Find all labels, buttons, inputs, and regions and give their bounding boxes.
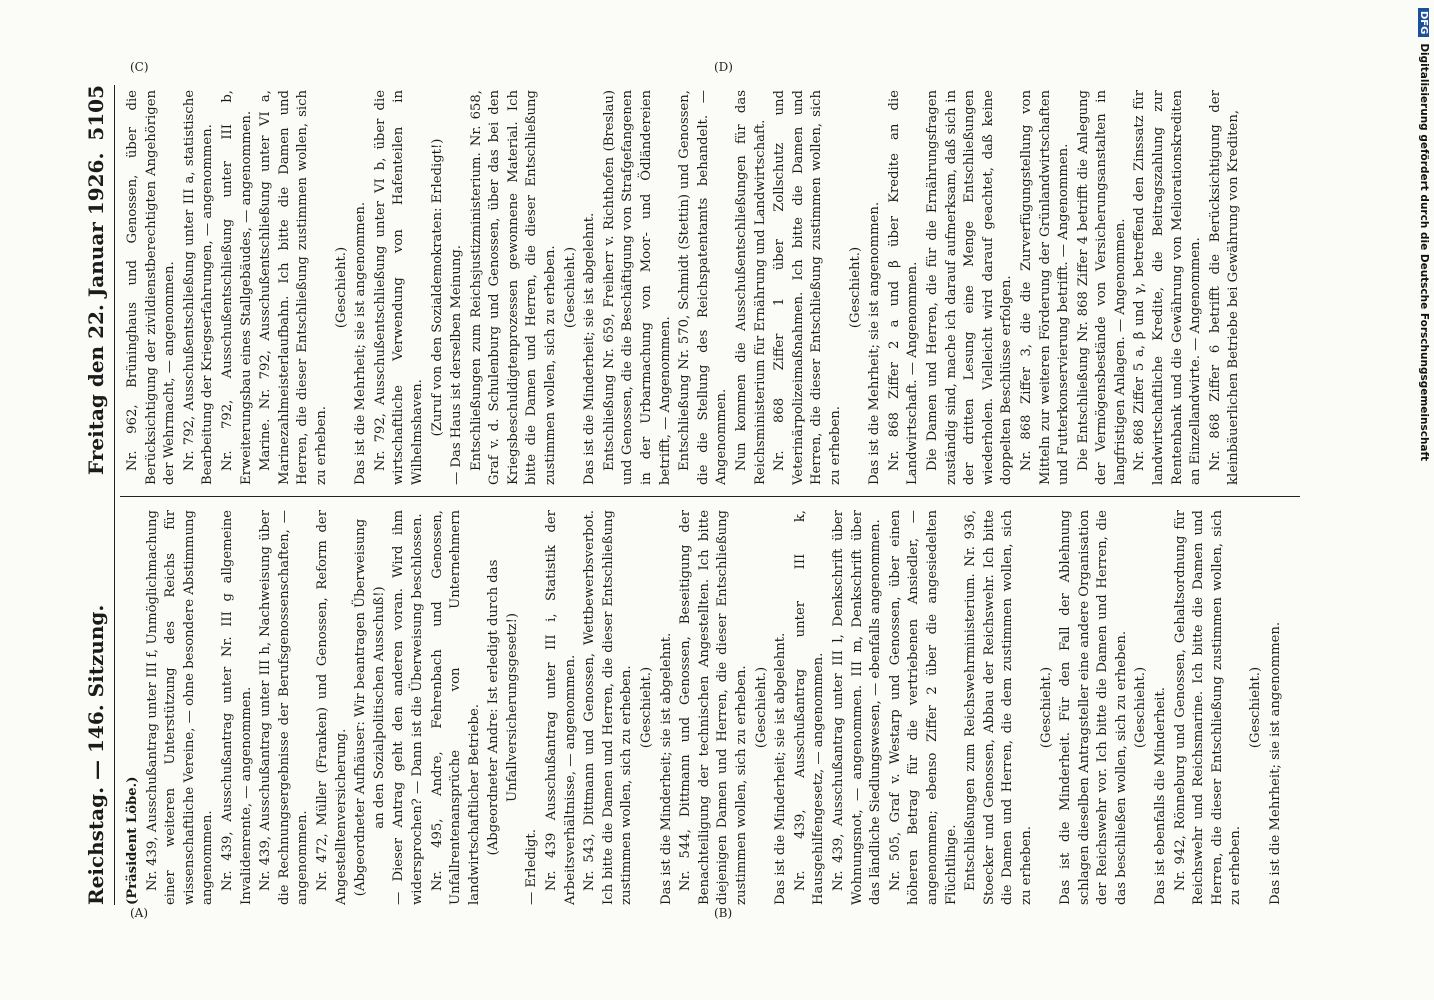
margin-mark-c: (C): [130, 60, 149, 74]
paragraph: Nr. 439, Ausschußantrag unter III h, Nachweisung über die Rechnungsergebnisse der Berufsgenossenschaften, — angenommen.: [258, 510, 311, 905]
paragraph: Die Entschließung Nr. 868 Ziffer 4 betrifft die Anlegung der Vermögensbestände von Versicherungsanstalten in langfristigen Anlagen. — Angenommen.: [1075, 90, 1128, 485]
paragraph: Die Damen und Herren, die für die Ernährungsfragen zuständig sind, mache ich darauf aufmerksam, daß sich in der dritten Lesung eine Menge Entschließungen wiederholen. Vielleicht wird darauf geachtet, daß keine doppelten Beschlüsse erfolgen.: [924, 90, 1015, 485]
paragraph: — Erledigt.: [524, 829, 540, 905]
paragraph: Nr. 543, Dittmann und Genossen, Wettbewerbsverbot. Ich bitte die Damen und Herren, die dieser Entschließung zustimmen wollen, sich zu erheben.: [582, 510, 635, 905]
paragraph: Nr. 962, Brüninghaus und Genossen, über die Berücksichtigung der zivildienstberechtigten Angehörigen der Wehrmacht, — angenommen.: [125, 90, 178, 485]
stage-direction: (Geschieht.): [847, 246, 863, 329]
margin-mark-a: (A): [130, 906, 149, 920]
paragraph: Nr. 439, Ausschußantrag unter III f, Unmöglichmachung einer weiteren Unterstützung des Reichs für wissenschaftliche Vereine, — ohne besondere Abstimmung angenommen.: [144, 510, 216, 905]
paragraph: Nr. 495, Andre, Fehrenbach und Genossen, Unfallrentenansprüche von Unternehmern landwirtschaftlicher Betriebe.: [429, 510, 482, 905]
paragraph: Nr. 439, Ausschußantrag unter III l, Denkschrift über Wohnungsnot, — angenommen. III m, Denkschrift über das ländliche Siedlungswesen, — ebenfalls angenommen.: [830, 510, 884, 905]
paragraph: Nr. 868 Ziffer 6 betrifft die Berücksichtigung der kleinbäuerlichen Betriebe bei Gewährung von Krediten,: [1207, 90, 1242, 485]
stage-direction: (Geschieht.): [1038, 666, 1054, 749]
paragraph: Entschließung Nr. 659, Freiherr v. Richthofen (Breslau) und Genossen, die die Beschäftigung von Strafgefangenen in der Urbarmachung von Moor- und Ödländereien betrifft, — Angenommen.: [601, 90, 673, 485]
header-rule: [114, 85, 115, 905]
paragraph: Nr. 792, Ausschußentschließung unter III a, statistische Bearbeitung der Kriegserfahrungen, — angenommen.: [181, 90, 216, 485]
stage-direction: (Geschieht.): [639, 666, 655, 749]
paragraph: Entschließungen zum Reichswehrministerium. Nr. 936, Stoecker und Genossen, Abbau der Reichswehr. Ich bitte die Damen und Herren, die dem zustimmen wollen, sich zu erheben.: [963, 510, 1034, 905]
paragraph: Entschließungen zum Reichsjustizministerium. Nr. 658, Graf v. d. Schulenburg und Genossen, über das bei den Kriegsbeschuldigtenprozessen gewonnene Material. Ich bitte die Damen und Herren, die dieser Entschließung zustimmen wollen, sich zu erheben.: [468, 90, 559, 485]
paragraph: Nr. 868 Ziffer 3, die die Zurverfügungstellung von Mitteln zur weiteren Förderung der Grünlandwirtschaften und Futterkonservierung betrifft. — Angenommen.: [1018, 90, 1072, 485]
paragraph: Das ist ebenfalls die Minderheit.: [1153, 687, 1169, 905]
paragraph: Das ist die Minderheit; sie ist abgelehnt.: [773, 632, 789, 905]
paragraph: Nr. 439, Ausschußantrag unter III k, Hausgehilfengesetz, — angenommen.: [792, 510, 827, 905]
paragraph: — Dieser Antrag geht den anderen voran. Wird ihm widersprochen? — Dann ist die Überweisung beschlossen.: [391, 510, 425, 905]
dfg-logo: DFG: [1418, 8, 1429, 37]
paragraph: Entschließung Nr. 570, Schmidt (Stettin) und Genossen, die die Stellung des Reichspatentamts behandelt. — Angenommen.: [677, 90, 730, 485]
page-header: [80, 85, 114, 905]
paragraph: Nr. 472, Müller (Franken) und Genossen, Reform der Angestelltenversicherung.: [314, 510, 349, 905]
text-column-right: [124, 90, 1314, 485]
paragraph: Nr. 942, Rönneburg und Genossen, Gehaltsordnung für Reichswehr und Reichsmarine. Ich bitte die Damen und Herren, die dieser Entschließung zustimmen wollen, sich zu erheben.: [1172, 510, 1244, 905]
paragraph: Nr. 792, Ausschußentschließung unter III b, Erweiterungsbau eines Stallgebäudes, — angenommen.: [219, 90, 254, 485]
paragraph: Nr. 505, Graf v. Westarp und Genossen, über einen höheren Betrag für die vertriebenen Ansiedler, — angenommen; ebenso Ziffer 2 über die angesiedelten Flüchtlinge.: [887, 510, 959, 905]
stage-direction: (Geschieht.): [562, 246, 578, 329]
column-divider: [120, 496, 1300, 497]
stage-direction: (Geschieht.): [753, 666, 769, 749]
rotated-page-content: [80, 85, 1320, 905]
paragraph: Das ist die Mehrheit; sie ist angenommen.: [353, 201, 369, 485]
paragraph: Nr. 792, Ausschußentschließung unter VI b, über die wirtschaftliche Verwendung von Hafenteilen in Wilhelmshaven.: [372, 90, 425, 485]
digitization-notice: [1418, 8, 1430, 461]
paragraph: Nun kommen die Ausschußentschließungen für das Reichsministerium für Ernährung und Landwirtschaft.: [734, 90, 768, 485]
paragraph: Nr. 544, Dittmann und Genossen, Beseitigung der Benachteiligung der technischen Angestellten. Ich bitte diejenigen Damen und Herren, die dieser Entschließung zustimmen wollen, sich zu erheben.: [678, 510, 749, 905]
text-column-left: [124, 510, 1314, 905]
speaker-label: (Präsident Löbe.): [125, 776, 140, 905]
paragraph: Nr. 868 Ziffer 1 über Zollschutz und Veterinärpolizeimaßnahmen. Ich bitte die Damen und Herren, die dieser Entschließung zustimmen wollen, sich zu erheben.: [772, 90, 843, 485]
stage-direction: (Geschieht.): [1248, 666, 1264, 749]
margin-mark-d: (D): [714, 60, 733, 74]
stage-direction: (Geschieht.): [333, 246, 349, 329]
paragraph: Nr. 439 Ausschußantrag unter III i, Statistik der Arbeitsverhältnisse, — angenommen.: [544, 510, 578, 905]
paragraph: Das ist die Minderheit; sie ist abgelehnt.: [658, 632, 674, 905]
paragraph: Das ist die Mehrheit; sie ist angenommen.: [1267, 621, 1283, 905]
page-number: 5105: [84, 85, 108, 141]
paragraph: Das ist die Mehrheit; sie ist angenommen.: [867, 201, 883, 485]
paragraph: — Das Haus ist derselben Meinung.: [449, 245, 465, 485]
paragraph: Das ist die Minderheit. Für den Fall der Ablehnung schlagen dieselben Antragsteller eine andere Organisation der Reichswehr vor. Ich bitte die Damen und Herren, die das beschließen wollen, sich zu erheben.: [1058, 510, 1129, 905]
paragraph: Nr. 868 Ziffer 2 a und β über Kredite an die Landwirtschaft. — Angenommen.: [886, 90, 921, 485]
interjection: (Abgeordneter Aufhäuser: Wir beantragen Überweisung an den Sozialpolitischen Ausschuß!): [353, 518, 387, 897]
header-session: Reichstag. — 146. Sitzung.: [84, 604, 108, 905]
interjection: (Abgeordneter Andre: Ist erledigt durch das Unfallversicherungsgesetz!): [486, 559, 520, 856]
header-date: Freitag den 22. Januar 1926.: [84, 152, 108, 475]
stage-direction: (Geschieht.): [1133, 666, 1149, 749]
paragraph: Nr. 439, Ausschußantrag unter Nr. III g allgemeine Invalidenrente, — angenommen.: [219, 510, 254, 905]
digitization-text: Digitalisierung gefördert durch die Deutsche Forschungsgemeinschaft: [1418, 43, 1430, 462]
interjection: (Zuruf von den Sozialdemokraten: Erledigt!): [429, 138, 445, 437]
margin-mark-b: (B): [714, 906, 733, 920]
paragraph: Das ist die Minderheit; sie ist abgelehnt.: [582, 212, 598, 485]
paragraph: Marine. Nr. 792, Ausschußentschließung unter VI a, Marinezahlmeisterlaufbahn. Ich bitte die Damen und Herren, die dieser Entschließung zustimmen wollen, sich zu erheben.: [258, 90, 329, 485]
paragraph: Nr. 868 Ziffer 5 a, β und γ, betreffend den Zinssatz für landwirtschaftliche Kredite, die Beitragszahlung zur Rentenbank und die Gewährung von Meliorationskrediten an Einzellandwirte. — Angenommen.: [1132, 90, 1204, 485]
